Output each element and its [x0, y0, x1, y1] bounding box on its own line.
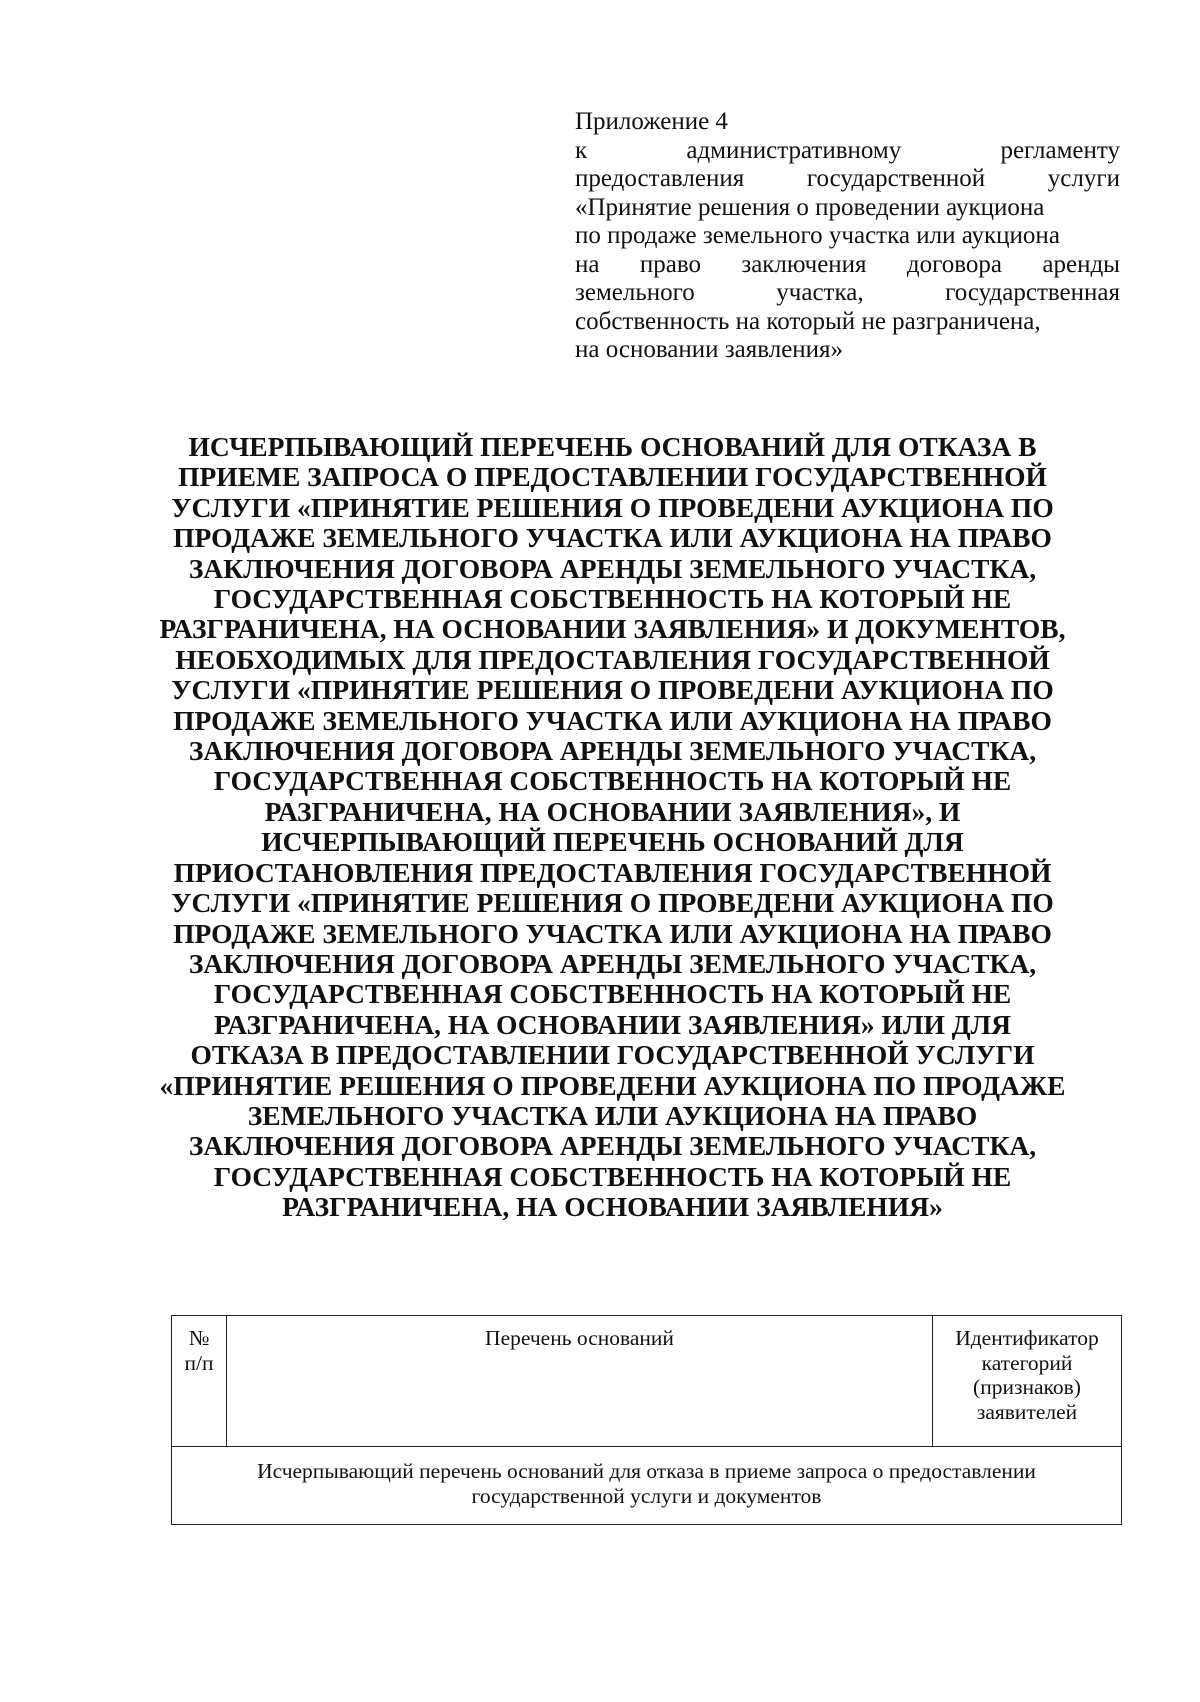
header-identifier-cell [933, 1316, 1122, 1447]
word: предоставления [575, 165, 745, 192]
heading-line: ЗАКЛЮЧЕНИЯ ДОГОВОРА АРЕНДЫ ЗЕМЕЛЬНОГО УЧАСТКА, [188, 947, 1037, 979]
header-list-cell: Перечень оснований [227, 1316, 933, 1447]
appendix-line-6 [575, 279, 1120, 308]
heading-line: ПРИЕМЕ ЗАПРОСА О ПРЕДОСТАВЛЕНИИ ГОСУДАРСТВЕННОЙ [178, 461, 1047, 493]
heading-line: ЗАКЛЮЧЕНИЯ ДОГОВОРА АРЕНДЫ ЗЕМЕЛЬНОГО УЧАСТКА, [188, 552, 1037, 584]
heading-line: РАЗГРАНИЧЕНА, НА ОСНОВАНИИ ЗАЯВЛЕНИЯ» И ДОКУМЕНТОВ, [159, 613, 1066, 645]
word: аренды [1042, 250, 1120, 278]
word: земельного [575, 279, 695, 306]
appendix-line-1 [575, 137, 1120, 166]
heading-line: УСЛУГИ «ПРИНЯТИЕ РЕШЕНИЯ О ПРОВЕДЕНИ АУКЦИОНА ПО [171, 491, 1054, 523]
word: регламенту [1000, 136, 1120, 164]
heading-line: «ПРИНЯТИЕ РЕШЕНИЯ О ПРОВЕДЕНИ АУКЦИОНА ПО ПРОДАЖЕ [159, 1069, 1066, 1101]
word: заключения [741, 250, 867, 278]
appendix-line-8: на основании заявления» [575, 336, 844, 363]
heading-line: ЗАКЛЮЧЕНИЯ ДОГОВОРА АРЕНДЫ ЗЕМЕЛЬНОГО УЧАСТКА, [188, 1130, 1037, 1162]
appendix-line-4: по продаже земельного участка или аукциона [575, 222, 1060, 249]
appendix-line-3: «Принятие решения о проведении аукциона [575, 193, 1045, 221]
header-number-symbol: № [188, 1326, 210, 1350]
appendix-line-2 [575, 165, 1120, 194]
heading-line: НЕОБХОДИМЫХ ДЛЯ ПРЕДОСТАВЛЕНИЯ ГОСУДАРСТВЕННОЙ [175, 643, 1050, 675]
heading-line: ИСЧЕРПЫВАЮЩИЙ ПЕРЕЧЕНЬ ОСНОВАНИЙ ДЛЯ ОТКАЗА В [188, 431, 1037, 462]
heading-line: РАЗГРАНИЧЕНА, НА ОСНОВАНИИ ЗАЯВЛЕНИЯ» ИЛИ ДЛЯ [214, 1008, 1011, 1040]
header-number-cell [172, 1316, 227, 1447]
heading-line: ЗЕМЕЛЬНОГО УЧАСТКА ИЛИ АУКЦИОНА НА ПРАВО [247, 1099, 978, 1131]
heading-line: ГОСУДАРСТВЕННАЯ СОБСТВЕННОСТЬ НА КОТОРЫЙ НЕ [213, 978, 1012, 1010]
appendix-title: Приложение 4 [575, 108, 728, 135]
heading-line: ГОСУДАРСТВЕННАЯ СОБСТВЕННОСТЬ НА КОТОРЫЙ НЕ [213, 583, 1012, 615]
heading-line: ГОСУДАРСТВЕННАЯ СОБСТВЕННОСТЬ НА КОТОРЫЙ НЕ [213, 765, 1012, 797]
word: участка, [776, 279, 864, 306]
table-section-row [172, 1447, 1122, 1525]
header-number-abbr: п/п [184, 1350, 214, 1375]
heading-line: ПРИОСТАНОВЛЕНИЯ ПРЕДОСТАВЛЕНИЯ ГОСУДАРСТВЕННОЙ [173, 856, 1052, 888]
header-id-line: Идентификатор [955, 1326, 1099, 1350]
word: государственной [806, 165, 986, 192]
word: государственная [945, 279, 1120, 306]
word: на [575, 250, 600, 278]
header-id-line: категорий [981, 1350, 1073, 1375]
heading-line: РАЗГРАНИЧЕНА, НА ОСНОВАНИИ ЗАЯВЛЕНИЯ» [282, 1191, 943, 1223]
document-heading [150, 432, 1075, 1223]
appendix-line-5 [575, 251, 1120, 280]
grounds-table [171, 1315, 1122, 1525]
word: услуги [1047, 165, 1120, 192]
table-header-row [172, 1316, 1122, 1447]
heading-line: ПРОДАЖЕ ЗЕМЕЛЬНОГО УЧАСТКА ИЛИ АУКЦИОНА НА ПРАВО [173, 704, 1052, 736]
header-id-line: заявителей [976, 1399, 1078, 1424]
word: договора [906, 250, 1003, 278]
heading-line: РАЗГРАНИЧЕНА, НА ОСНОВАНИИ ЗАЯВЛЕНИЯ», И [264, 795, 961, 827]
appendix-line-7: собственность на который не разграничена, [575, 307, 1041, 335]
heading-line: ЗАКЛЮЧЕНИЯ ДОГОВОРА АРЕНДЫ ЗЕМЕЛЬНОГО УЧАСТКА, [188, 735, 1037, 767]
heading-line: ГОСУДАРСТВЕННАЯ СОБСТВЕННОСТЬ НА КОТОРЫЙ НЕ [213, 1160, 1012, 1192]
appendix-block [575, 108, 1120, 365]
header-id-line: (признаков) [973, 1375, 1081, 1399]
heading-line: ПРОДАЖЕ ЗЕМЕЛЬНОГО УЧАСТКА ИЛИ АУКЦИОНА НА ПРАВО [173, 522, 1052, 554]
heading-line: ОТКАЗА В ПРЕДОСТАВЛЕНИИ ГОСУДАРСТВЕННОЙ УСЛУГИ [190, 1039, 1035, 1071]
heading-line: УСЛУГИ «ПРИНЯТИЕ РЕШЕНИЯ О ПРОВЕДЕНИ АУКЦИОНА ПО [171, 674, 1054, 706]
word: право [639, 250, 701, 278]
section-title-cell [172, 1447, 1122, 1525]
section-title-line: государственной услуги и документов [471, 1483, 822, 1508]
heading-line: УСЛУГИ «ПРИНЯТИЕ РЕШЕНИЯ О ПРОВЕДЕНИ АУКЦИОНА ПО [171, 887, 1054, 919]
word: к [575, 136, 588, 164]
word: административному [686, 136, 902, 164]
heading-line: ИСЧЕРПЫВАЮЩИЙ ПЕРЕЧЕНЬ ОСНОВАНИЙ ДЛЯ [261, 826, 964, 858]
heading-line: ПРОДАЖЕ ЗЕМЕЛЬНОГО УЧАСТКА ИЛИ АУКЦИОНА НА ПРАВО [173, 917, 1052, 949]
section-title-line: Исчерпывающий перечень оснований для отказа в приеме запроса о предоставлении [257, 1459, 1036, 1483]
